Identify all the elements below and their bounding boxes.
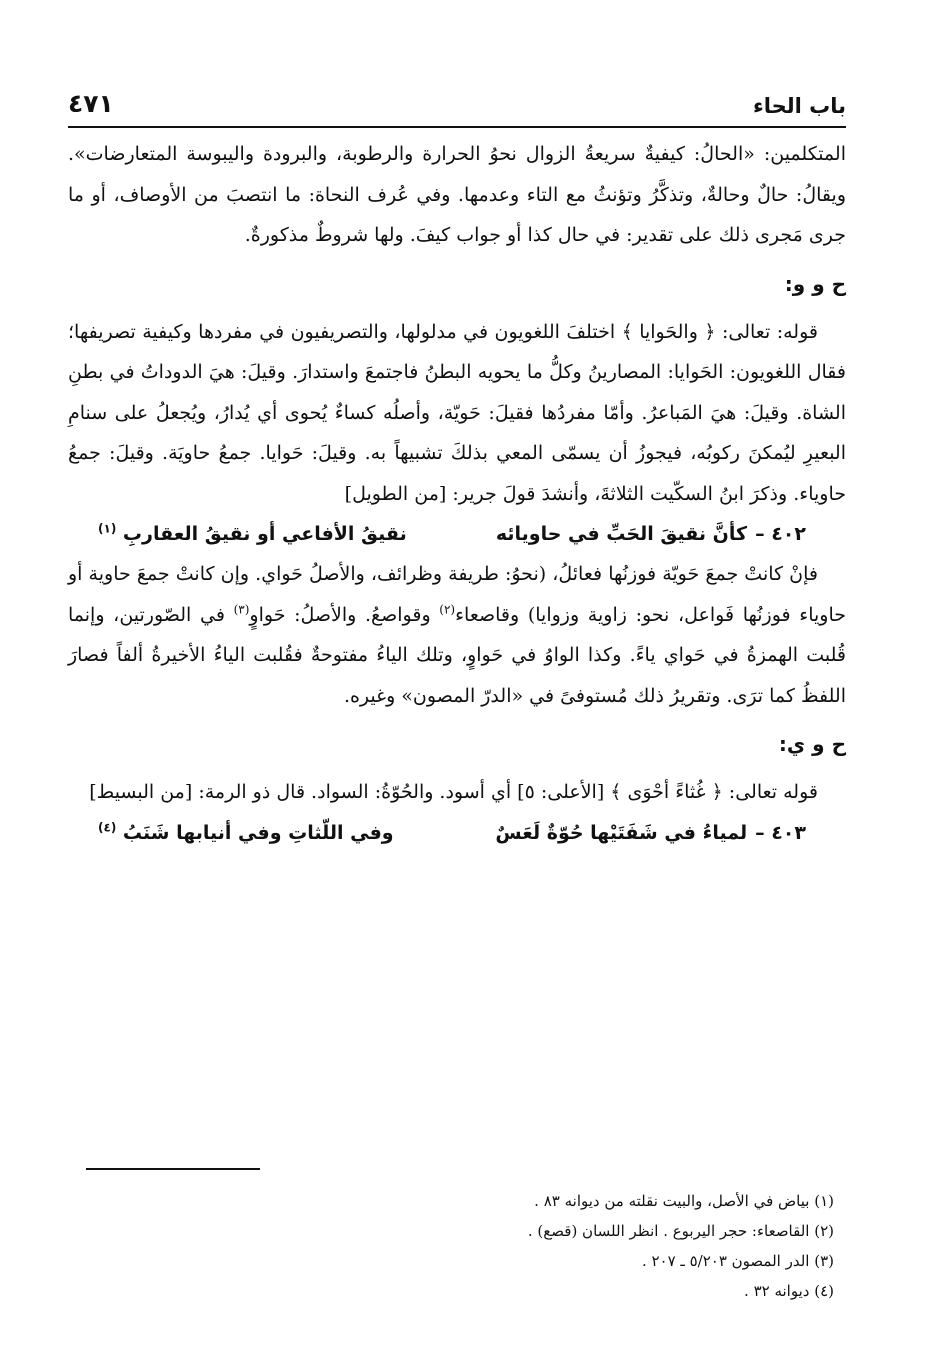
hwy-paragraph: قوله تعالى: ﴿ غُثاءً أحْوَى ﴾ [الأعلى: ٥] أي أسود. والحُوّةُ: السواد. قال ذو الرمة: [من البسيط] (89, 781, 818, 803)
verse-first-text: كأنَّ نقيقَ الحَبِّ في حاويائه (495, 523, 748, 545)
verse-number: ٤٠٣ – (755, 821, 806, 844)
hww-paragraph-1: قوله: تعالى: ﴿ والحَوايا ﴾ اختلفَ اللغويون في مدلولها، والتصريفيون في مفردها وكيفية تصريفها؛ فقال اللغويون: الحَوايا: المصارينُ وكلُّ ما يحويه البطنُ فاجتمعَ واستدارَ. وقيلَ: هيَ الدوداتُ في بطنِ الشاة. وقيلَ: هيَ المَباعرُ. وأمّا مفردُها فقيلَ: حَويّة، وأصلُه كساءٌ يُحوى أي يُدارُ، ويُجعلُ على سنامِ البعيرِ ليُمكنَ ركوبُه، فيجوزُ أن يسمّى المعي بذلكَ تشبيهاً به. وقيلَ: حَوايا. جمعُ حاويَة. وقيلَ: جمعُ حاوياء. وذكرَ ابنُ السكّيت الثلاثةَ، وأنشدَ قولَ جرير: [من الطويل] (68, 320, 846, 505)
footnote-4: (٤) ديوانه ٣٢ . (744, 1282, 834, 1300)
hww-paragraph-2-part-c: في الصّورتين، وإنما قُلبت الهمزةُ في حَواي ياءً. وكذا الواوُ في حَواوٍ، وتلك الياءُ مفتوحةٌ فقُلبت الياءُ الأخيرةُ ألفاً فصارَ اللفظُ كما ترَى. وتقريرُ ذلك مُستوفىً في «الدرّ المصون» وغيره. (68, 603, 846, 707)
footnote-rule (86, 1168, 260, 1170)
verse-403 (68, 813, 846, 853)
verse-402 (68, 514, 846, 554)
header-rule (68, 126, 846, 128)
footnote-3: (٣) الدر المصون ٥/٢٠٣ ـ ٢٠٧ . (641, 1252, 834, 1270)
verse-second-hemistich (98, 813, 394, 853)
verse-second-hemistich (98, 514, 407, 554)
verse-first-hemistich (495, 813, 806, 853)
page-body (68, 134, 846, 853)
footnotes (86, 1186, 834, 1306)
page-header (68, 84, 846, 118)
hww-paragraph-2-part-b: وقواصعُ. والأصلُ: حَواوٍ (249, 603, 440, 626)
hww-paragraph-2 (68, 554, 846, 716)
verse-second-text: وفي اللّثاتِ وفي أنيابها شَنَبُ (122, 821, 394, 844)
footnote-mark: (٣) (233, 602, 250, 617)
chapter-title: باب الحاء (752, 94, 846, 118)
footnote-mark: (١) (98, 521, 117, 536)
footnote-2: (٢) القاصعاء: حجر اليربوع . انظر اللسان (قصع) . (527, 1222, 834, 1240)
verse-first-text: لمياءُ في شَفَتَيْها حُوّةٌ لَعَسٌ (495, 821, 748, 844)
verse-second-text: نقيقُ الأفاعي أو نقيقُ العقاربِ (122, 523, 407, 545)
verse-first-hemistich (496, 514, 806, 554)
footnote-mark: (٢) (439, 602, 456, 617)
footnote-mark: (٤) (98, 820, 117, 835)
footnote-1: (١) بياض في الأصل، والبيت نقلته من ديوانه ٨٣ . (534, 1192, 834, 1210)
page-number: ٤٧١ (68, 89, 114, 118)
root-heading-hwy: ح و ي: (778, 732, 846, 756)
root-heading-hww: ح و و: (784, 271, 846, 296)
verse-number: ٤٠٢ – (755, 523, 806, 545)
intro-paragraph: المتكلمين: «الحالُ: كيفيةٌ سريعةُ الزوال نحوُ الحرارة والرطوبة، والبرودة واليبوسة المتعارضات». ويقالُ: حالٌ وحالةٌ، وتذكَّرُ وتؤنثُ مع التاء وعدمها. وفي عُرف النحاة: ما انتصبَ من الأوصاف، أو ما جرى مَجرى ذلك على تقدير: في حال كذا أو جواب كيفَ. ولها شروطٌ مذكورةٌ. (68, 143, 846, 246)
hww-paragraph-2-part-a: فإنْ كانتْ جمعَ حَويّة فوزنُها فعائلُ، (نحوُ: طريفة وظرائف، والأصلُ حَواي. وإن كانتْ جمعَ حاوية أو حاوياء فوزنُها فَواعل، نحو: زاوية وزوايا) وقاصعاء (68, 563, 846, 626)
